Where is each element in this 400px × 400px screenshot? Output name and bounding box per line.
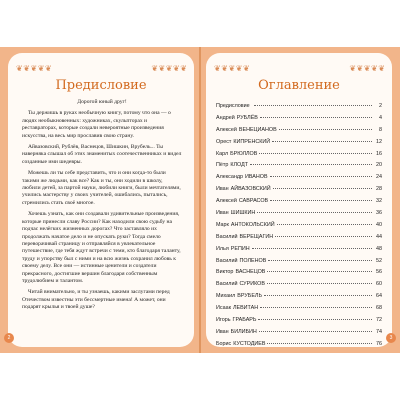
toc-page-number: 64 [376, 293, 382, 300]
toc-entry[interactable] [216, 162, 382, 174]
toc-entry[interactable] [216, 210, 382, 222]
toc-last-name: ПОЛЕНОВ [239, 257, 267, 264]
toc-entry[interactable] [216, 234, 382, 246]
toc-page-number: 24 [376, 174, 382, 181]
toc-page-number: 4 [379, 114, 382, 121]
toc-leader-dots [260, 307, 372, 308]
toc-page-number: 20 [376, 162, 382, 169]
toc-last-name: КУСТОДИЕВ [233, 340, 266, 347]
toc-first-name: Пётр [216, 162, 229, 169]
toc-entry[interactable] [216, 222, 382, 234]
toc-last-name: ЛЕВИТАН [232, 305, 259, 312]
toc-entry[interactable] [216, 186, 382, 198]
toc-first-name: Алексей [216, 198, 237, 205]
toc-entry[interactable] [216, 139, 382, 151]
table-of-contents [216, 103, 382, 353]
toc-page-number: 16 [376, 150, 382, 157]
toc-entry[interactable] [216, 115, 382, 127]
page-number-left: 2 [4, 333, 14, 343]
toc-leader-dots [259, 153, 372, 154]
preface-paragraph: Айвазовский, Рублёв, Васнецов, Шишкин, Врубель... Ты наверняка слышал об этих знаменитых соотечественниках и видел созданные ими шедевры. [22, 144, 182, 165]
toc-first-name: Орест [216, 138, 232, 145]
toc-leader-dots [264, 295, 372, 296]
toc-page-number: 12 [376, 138, 382, 145]
toc-page-number: 2 [379, 103, 382, 109]
toc-first-name: Предисловие [216, 103, 250, 109]
toc-entry[interactable] [216, 174, 382, 186]
toc-first-name: Иван [216, 328, 229, 335]
toc-page-number: 52 [376, 257, 382, 264]
toc-leader-dots [270, 176, 372, 177]
preface-paragraph: Ты держишь в руках необычную книгу, потому что она — о людях необыкновенных: художниках, скульпторах и реставраторах, которые создали невероятные произведения искусства, на весь мир прославив свою страну. [22, 110, 171, 139]
toc-last-name: КИПРЕНСКИЙ [233, 138, 271, 145]
toc-leader-dots [267, 283, 372, 284]
book-spread [0, 47, 400, 353]
toc-last-name: ВЕРЕЩАГИН [239, 233, 274, 240]
toc-page-number: 32 [376, 198, 382, 205]
preface-text [22, 99, 182, 316]
toc-first-name: Иван [216, 210, 229, 217]
toc-page-number: 60 [376, 281, 382, 288]
toc-first-name: Александр [216, 174, 243, 181]
toc-page-number: 40 [376, 221, 382, 228]
right-page-paper [206, 53, 392, 347]
toc-first-name: Илья [216, 245, 229, 252]
toc-page-number: 68 [376, 305, 382, 312]
toc-leader-dots [275, 236, 372, 237]
preface-paragraph: Хочешь узнать, как они создавали удивительные произведения, которые принесли славу России? Как находили свою судьбу на подчас нелёгких жизненных дорогах? Что заставляло их продолжать начатое дело и не опускать руки? Тогда смело переворачивай страницу и отправляйся в увлекательное путешествие, где тебя ждут встречи с теми, кто благодаря таланту, труду и упорству был с ними и на всю жизнь сохранил любовь к своему делу. Все они — истинные ценители и создатели прекрасного, достигшие вершин благодаря собственным трудолюбием и талантом. [22, 211, 181, 284]
preface-paragraph: Дорогой юный друг! [77, 99, 127, 105]
contents-title: Оглавление [258, 78, 340, 93]
toc-leader-dots [254, 105, 372, 106]
toc-first-name: Виктор [216, 269, 234, 276]
toc-leader-dots [273, 188, 372, 189]
toc-page-number: 56 [376, 269, 382, 276]
toc-last-name: ВРУБЕЛЬ [237, 293, 263, 300]
toc-leader-dots [268, 260, 372, 261]
toc-entry[interactable] [216, 151, 382, 163]
toc-last-name: КЛОДТ [230, 162, 249, 169]
toc-first-name: Василий [216, 257, 238, 264]
toc-leader-dots [250, 164, 372, 165]
toc-entry[interactable] [216, 246, 382, 258]
left-page-paper [8, 53, 194, 347]
toc-leader-dots [279, 129, 372, 130]
toc-last-name: САВРАСОВ [238, 198, 269, 205]
toc-last-name: СУРИКОВ [239, 281, 265, 288]
toc-page-number: 76 [376, 340, 382, 347]
toc-entry[interactable] [216, 198, 382, 210]
toc-entry[interactable] [216, 341, 382, 353]
toc-first-name: Василий [216, 281, 238, 288]
toc-entry[interactable] [216, 305, 382, 317]
toc-leader-dots [252, 248, 372, 249]
toc-leader-dots [270, 200, 372, 201]
toc-first-name: Василий [216, 233, 238, 240]
preface-paragraph: Читай внимательно, и ты узнаешь, какими заслугами перед Отечеством известны эти бессмертные имена! А может, они подарят крылья и твоей душе? [22, 289, 170, 311]
toc-entry[interactable] [216, 293, 382, 305]
toc-last-name: РУБЛЁВ [236, 114, 258, 121]
toc-first-name: Михаил [216, 293, 236, 300]
toc-entry[interactable] [216, 281, 382, 293]
toc-entry[interactable] [216, 317, 382, 329]
toc-first-name: Игорь [216, 317, 231, 324]
toc-leader-dots [260, 117, 372, 118]
toc-leader-dots [267, 271, 372, 272]
toc-leader-dots [277, 224, 372, 225]
toc-entry[interactable] [216, 127, 382, 139]
toc-first-name: Карл [216, 150, 229, 157]
toc-last-name: РЕПИН [230, 245, 250, 252]
toc-leader-dots [259, 331, 372, 332]
toc-page-number: 72 [376, 317, 382, 324]
toc-last-name: БИЛИБИН [230, 328, 257, 335]
toc-leader-dots [258, 319, 372, 320]
toc-page-number: 28 [376, 186, 382, 193]
right-page [200, 47, 400, 353]
toc-last-name: ГРАБАРЬ [232, 317, 257, 324]
toc-page-number: 74 [376, 328, 382, 335]
preface-paragraph: Можешь ли ты себе представить, что и они когда-то были такими же людьми, как все? Как и ты, они ходили в школу, любили детей, за партой науки, любили книги, были мечтателями, учились мастерству у своих учителей, ошибались, пытались, стремились стать своё многое. [22, 170, 181, 206]
page-number-right: 3 [386, 333, 396, 343]
toc-last-name: АНТОКОЛЬСКИЙ [230, 221, 275, 228]
preface-title: Предисловие [55, 78, 147, 93]
toc-last-name: АЙВАЗОВСКИЙ [230, 186, 271, 193]
toc-last-name: ВЕНЕЦИАНОВ [238, 126, 277, 133]
ornament-top-right: ❦ ❦ ❦ ❦ ❦ [349, 64, 384, 73]
toc-first-name: Алексей [216, 126, 237, 133]
ornament-top-left: ❦ ❦ ❦ ❦ ❦ [214, 64, 249, 73]
left-page [0, 47, 200, 353]
toc-first-name: Исаак [216, 305, 231, 312]
toc-leader-dots [257, 212, 372, 213]
toc-first-name: Борис [216, 340, 232, 347]
toc-last-name: БРЮЛЛОВ [230, 150, 258, 157]
ornament-top-left: ❦ ❦ ❦ ❦ ❦ [16, 64, 51, 73]
toc-first-name: Иван [216, 186, 229, 193]
toc-entry[interactable] [216, 269, 382, 281]
toc-page-number: 48 [376, 245, 382, 252]
toc-first-name: Андрей [216, 114, 235, 121]
toc-first-name: Марк [216, 221, 229, 228]
ornament-top-right: ❦ ❦ ❦ ❦ ❦ [151, 64, 186, 73]
toc-page-number: 44 [376, 233, 382, 240]
toc-leader-dots [272, 141, 372, 142]
toc-entry[interactable] [216, 103, 382, 115]
toc-entry[interactable] [216, 258, 382, 270]
toc-last-name: ШИШКИН [230, 210, 256, 217]
toc-page-number: 36 [376, 210, 382, 217]
toc-page-number: 8 [379, 126, 382, 133]
toc-leader-dots [267, 343, 372, 344]
toc-entry[interactable] [216, 329, 382, 341]
toc-last-name: ИВАНОВ [244, 174, 268, 181]
toc-last-name: ВАСНЕЦОВ [235, 269, 266, 276]
